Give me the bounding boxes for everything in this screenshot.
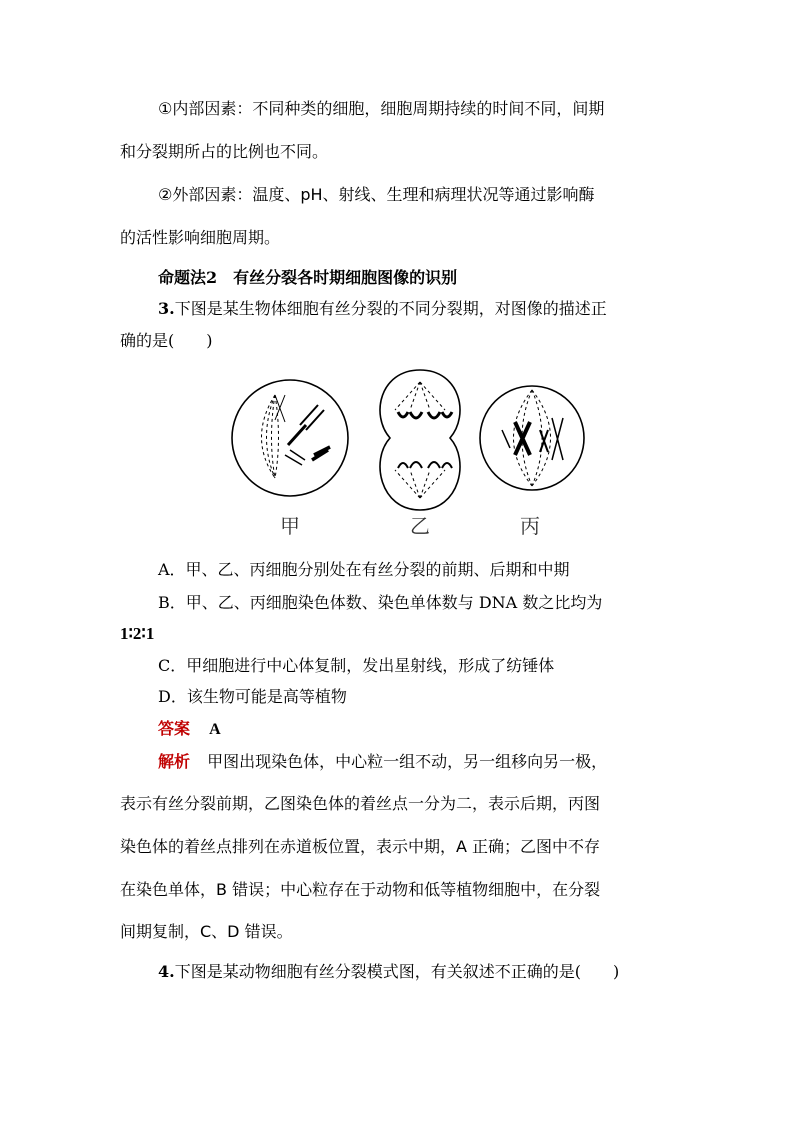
external-factor-line-2: 的活性影响细胞周期。	[120, 228, 281, 247]
option-c: C．甲细胞进行中心体复制，发出星射线，形成了纺锤体	[158, 656, 555, 675]
figure-label-bing: 丙	[520, 514, 540, 538]
question-3-stem-text: 下图是某生物体细胞有丝分裂的不同分裂期，对图像的描述正	[174, 299, 607, 318]
figure-label-yi: 乙	[410, 514, 430, 538]
section-title: 命题法2 有丝分裂各时期细胞图像的识别	[158, 268, 458, 287]
analysis-text-1: 甲图出现染色体，中心粒一组不动，另一组移向另一极，	[207, 752, 608, 771]
option-d: D．该生物可能是高等植物	[158, 687, 347, 706]
option-a: A．甲、乙、丙细胞分别处在有丝分裂的前期、后期和中期	[158, 560, 570, 579]
question-4-stem	[158, 962, 619, 982]
cell-jia	[232, 380, 348, 496]
analysis-line-2: 表示有丝分裂前期，乙图染色体的着丝点一分为二，表示后期，丙图	[120, 794, 601, 813]
analysis-line-1	[158, 752, 607, 772]
analysis-line-4: 在染色单体，B 错误；中心粒存在于动物和低等植物细胞中，在分裂	[120, 880, 601, 899]
internal-factor-line-2: 和分裂期所占的比例也不同。	[120, 142, 329, 161]
option-b-line-2: 1∶2∶1	[120, 624, 155, 643]
cell-bing	[480, 386, 584, 490]
internal-factor-line-1: ①内部因素：不同种类的细胞，细胞周期持续的时间不同，间期	[158, 99, 605, 118]
cell-yi	[380, 370, 460, 510]
analysis-line-5: 间期复制，C、D 错误。	[120, 922, 293, 941]
question-4-stem-text: 下图是某动物细胞有丝分裂模式图，有关叙述不正确的是( )	[174, 962, 620, 981]
option-b-line-1: B．甲、乙、丙细胞染色体数、染色单体数与 DNA 数之比均为	[158, 593, 603, 612]
question-3-stem-line-1	[158, 299, 607, 319]
external-factor-line-1: ②外部因素：温度、pH、射线、生理和病理状况等通过影响酶	[158, 185, 595, 204]
answer-label: 答案	[158, 719, 191, 738]
question-3-stem-line-2: 确的是( )	[120, 331, 213, 350]
mitosis-figure	[230, 360, 600, 545]
analysis-line-3: 染色体的着丝点排列在赤道板位置，表示中期，A 正确；乙图中不存	[120, 837, 601, 856]
figure-label-jia: 甲	[280, 514, 300, 538]
answer-line	[158, 719, 221, 740]
answer-value: A	[209, 721, 221, 738]
analysis-label: 解析	[158, 752, 191, 771]
question-3-number: 3.	[158, 299, 175, 318]
question-4-number: 4.	[158, 962, 175, 981]
